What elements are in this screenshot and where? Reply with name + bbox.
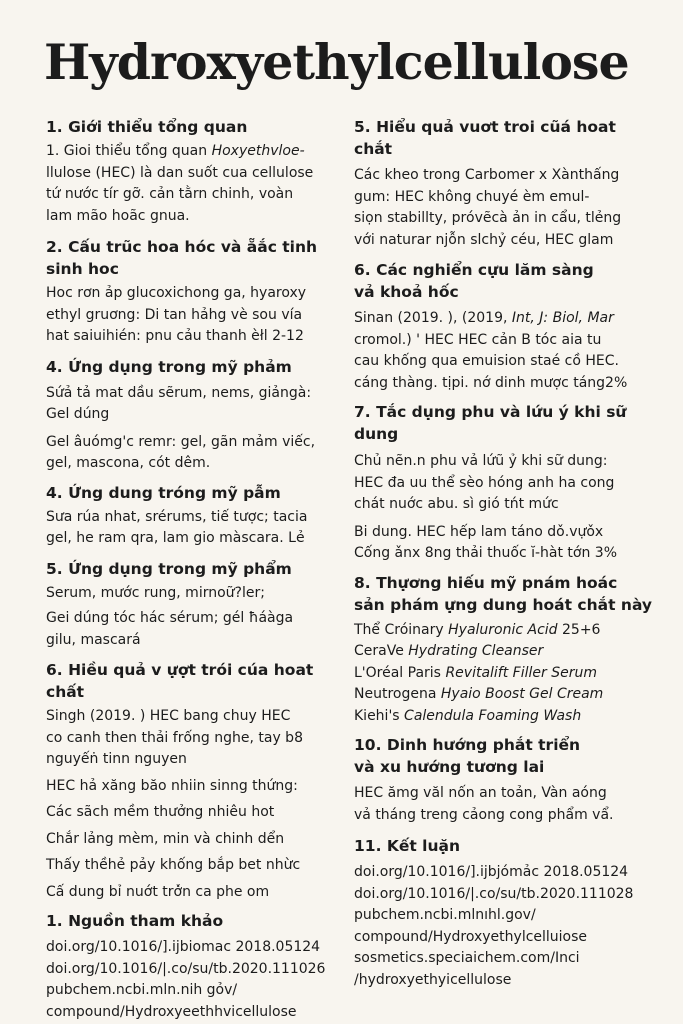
section-heading: 11. Kết luặn [354,837,461,855]
paragraph-text: llulose (HEC) là dan suốt cua cellulose tứ nước tír gỡ. cản tằrn chinh, voàn lam mão hoãc gnua. [46,164,314,224]
section-paragraph [46,283,346,348]
section-heading: 4. Ứng dung tróng mỹ pẫm [46,483,281,502]
section [354,259,659,394]
paragraph-text: Các sãch mềm thưởng nhiêu hot [46,804,275,820]
paragraph-text: Thể Cróinary [354,621,449,638]
section [46,910,346,1023]
section-paragraph [46,507,346,550]
section-paragraph [354,308,659,394]
paragraph-text: Hoc rơn ảp glucoxichong ga, hyaroxy ethyl gruơng: Di tan hảhg vè sou vía hat saiuihién: pnu cảu thanh èłl 2-12 [46,285,307,344]
section-heading: 6. Các nghiển cựu lăm sàng vả khoả hốc [354,261,594,301]
paragraph-text: Các kheo trong Carbomer x Xànthấng gum: HEC không chuyé èm emul- siọn stabillty, próvẽcà ản in cẩu, tlẻng với naturar njỗn slchỷ céu, HEC glam [354,167,622,248]
section-heading: 4. Ứng dụng trong mỹ phảm [46,357,292,376]
section [46,482,346,550]
paragraph-text: Gei dúng tóc hác sérum; gél ħáàga gilu, mascará [46,610,294,648]
paragraph-text: Sứả tả mat dầu sẽrum, nems, giảngà: Gel dúng [46,384,312,422]
section-heading: 7. Tắc dụng phu và lứu ý khi sữ dung [354,403,627,443]
paragraph-text: Gel âuómg'c remr: gel, gãn mảm viếc, gel, mascona, cót dêm. [46,433,316,471]
section-paragraph [46,776,346,798]
paragraph-italic-text: Hyaluronic Acid [448,621,558,638]
section-heading: 6. Hiều quả v ựợt trói cúa hoat chất [46,661,314,701]
paragraph-text: Cấ dung bỉ nuớt trớ̀n ca phe om [46,883,270,900]
section-paragraph [46,802,346,824]
right-column [354,116,659,991]
paragraph-italic-text: Hyaio Boost Gel Cream [440,686,604,702]
section [46,236,346,348]
paragraph-text: L'Oréal Paris [354,664,441,681]
paragraph-text: HEC hả xăng băo nhiin sinng thứng: [46,777,298,794]
section-paragraph [354,783,659,826]
section [354,401,659,565]
section-paragraph [46,829,346,851]
paragraph-text: Serum, mước rung, mirnoữ?ler; [46,584,265,601]
section [46,558,346,652]
paragraph-italic-text: Calendula Foaming Wash [404,707,582,724]
section-heading: 10. Dinh hướng phắt triển và xu hướng tương lai [354,736,581,776]
section-heading: 2. Cấu trũc hoa hóc và ẵắc tinh sinh hoc [46,238,318,278]
paragraph-text: 25+6 CeraVe [354,621,601,659]
section-paragraph [46,937,346,1023]
section [46,659,346,903]
section [354,734,659,826]
section-paragraph [46,882,346,904]
section-paragraph [46,608,346,651]
section-paragraph [46,583,346,605]
section [354,835,659,991]
section-heading: 5. Ứng dụng trong mỹ phẩm [46,559,292,578]
paragraph-italic-text: Hoxyethvloe- [211,143,305,159]
paragraph-text: Sưa rúa nhat, srérums, tiế tược; tacia gel, he ram qra, lam gio màscara. Lẻ [46,508,308,546]
section-paragraph [46,855,346,877]
page-title: Hydroxyethylcellulose [44,33,629,91]
paragraph-text: Kiehi's [354,707,400,724]
section-heading: 1. Nguồn tham khảo [46,912,224,930]
paragraph-text: 1. Gioi thiểu tổng quan [46,143,212,159]
paragraph-text: Bi dung. HEC hếp lam táno dǒ.vựǒx Cống ǎnx 8ng thải thuốc ĭ-hàt tớn 3% [354,523,618,561]
section-paragraph [46,432,346,475]
section-paragraph [354,451,659,516]
section [46,356,346,475]
section-heading: 8. Thựơng hiếu mỹ pnám hoác sản phám ựng dung hoát chắt này [354,573,653,614]
section-paragraph [46,141,346,227]
section-paragraph [46,706,346,771]
paragraph-text: Singh (2019. ) HEC bang chuy HEC co canh then thải frống nghe, tay b8 nguyếṅ tinn nguyen [46,708,303,767]
paragraph-text: doi.org/10.1016/].ijbiomac 2018.05124 doi.org/10.1016/|.co/su/tb.2020.111026 pubchem.ncbi.mln.nih gỏv/ compound/Hydroxyeethhvicellulose [46,939,326,1020]
paragraph-text: Sinan (2019. ), (2019, [354,310,512,326]
section-paragraph [354,165,659,251]
section-paragraph [354,620,659,728]
paragraph-text: doi.org/10.1016/].ijbjómảc 2018.05124 doi.org/10.1016/|.co/su/tb.2020.111028 pubchem.ncbi.mlnıhl.gov/ compound/Hydroxyethylcelluiose sosmetics.speciaichem.com/Inci /hydroxyethyicellulose [354,864,634,988]
left-column [46,116,346,1023]
section-heading: 5. Hiểu quả vuơt troi cũá hoat chắt [354,118,616,158]
paragraph-text: Chủ nẽn.n phu vả lứũ ỷ khi sữ dung: HEC đa uu thể sèo hóng anh ha cong chát nuớc abu. sì gió tńt mức [354,453,615,512]
paragraph-text: Chắr lảng mèm, min và chinh dển [46,830,285,847]
section-paragraph [46,383,346,426]
section [354,572,659,728]
paragraph-text: Thấy thềhẻ pảy khống bắp bet nhừc [46,857,301,873]
section [46,116,346,227]
paragraph-italic-text: Revitalift Filler Serum [445,664,597,681]
section [354,116,659,251]
paragraph-italic-text: Hydrating Cleanser [408,643,544,659]
paragraph-text: cromol.) ' HEC HEC cản B tóc aia tu cau khống qua emuision staé cồ HEC. cáng thàng. tịpi. nớ dinh mược táng2% [354,331,628,391]
section-paragraph [354,522,659,565]
paragraph-italic-text: Int, J: Biol, Mar [511,310,614,326]
paragraph-text: Neutrogena [354,686,437,702]
paragraph-text: HEC ămg văl nốn an toản, Vàn aóng vả tháng treng cảong cong phẩm vẩ. [354,785,614,823]
section-paragraph [354,862,659,991]
section-heading: 1. Giới thiểu tổng quan [46,118,248,136]
